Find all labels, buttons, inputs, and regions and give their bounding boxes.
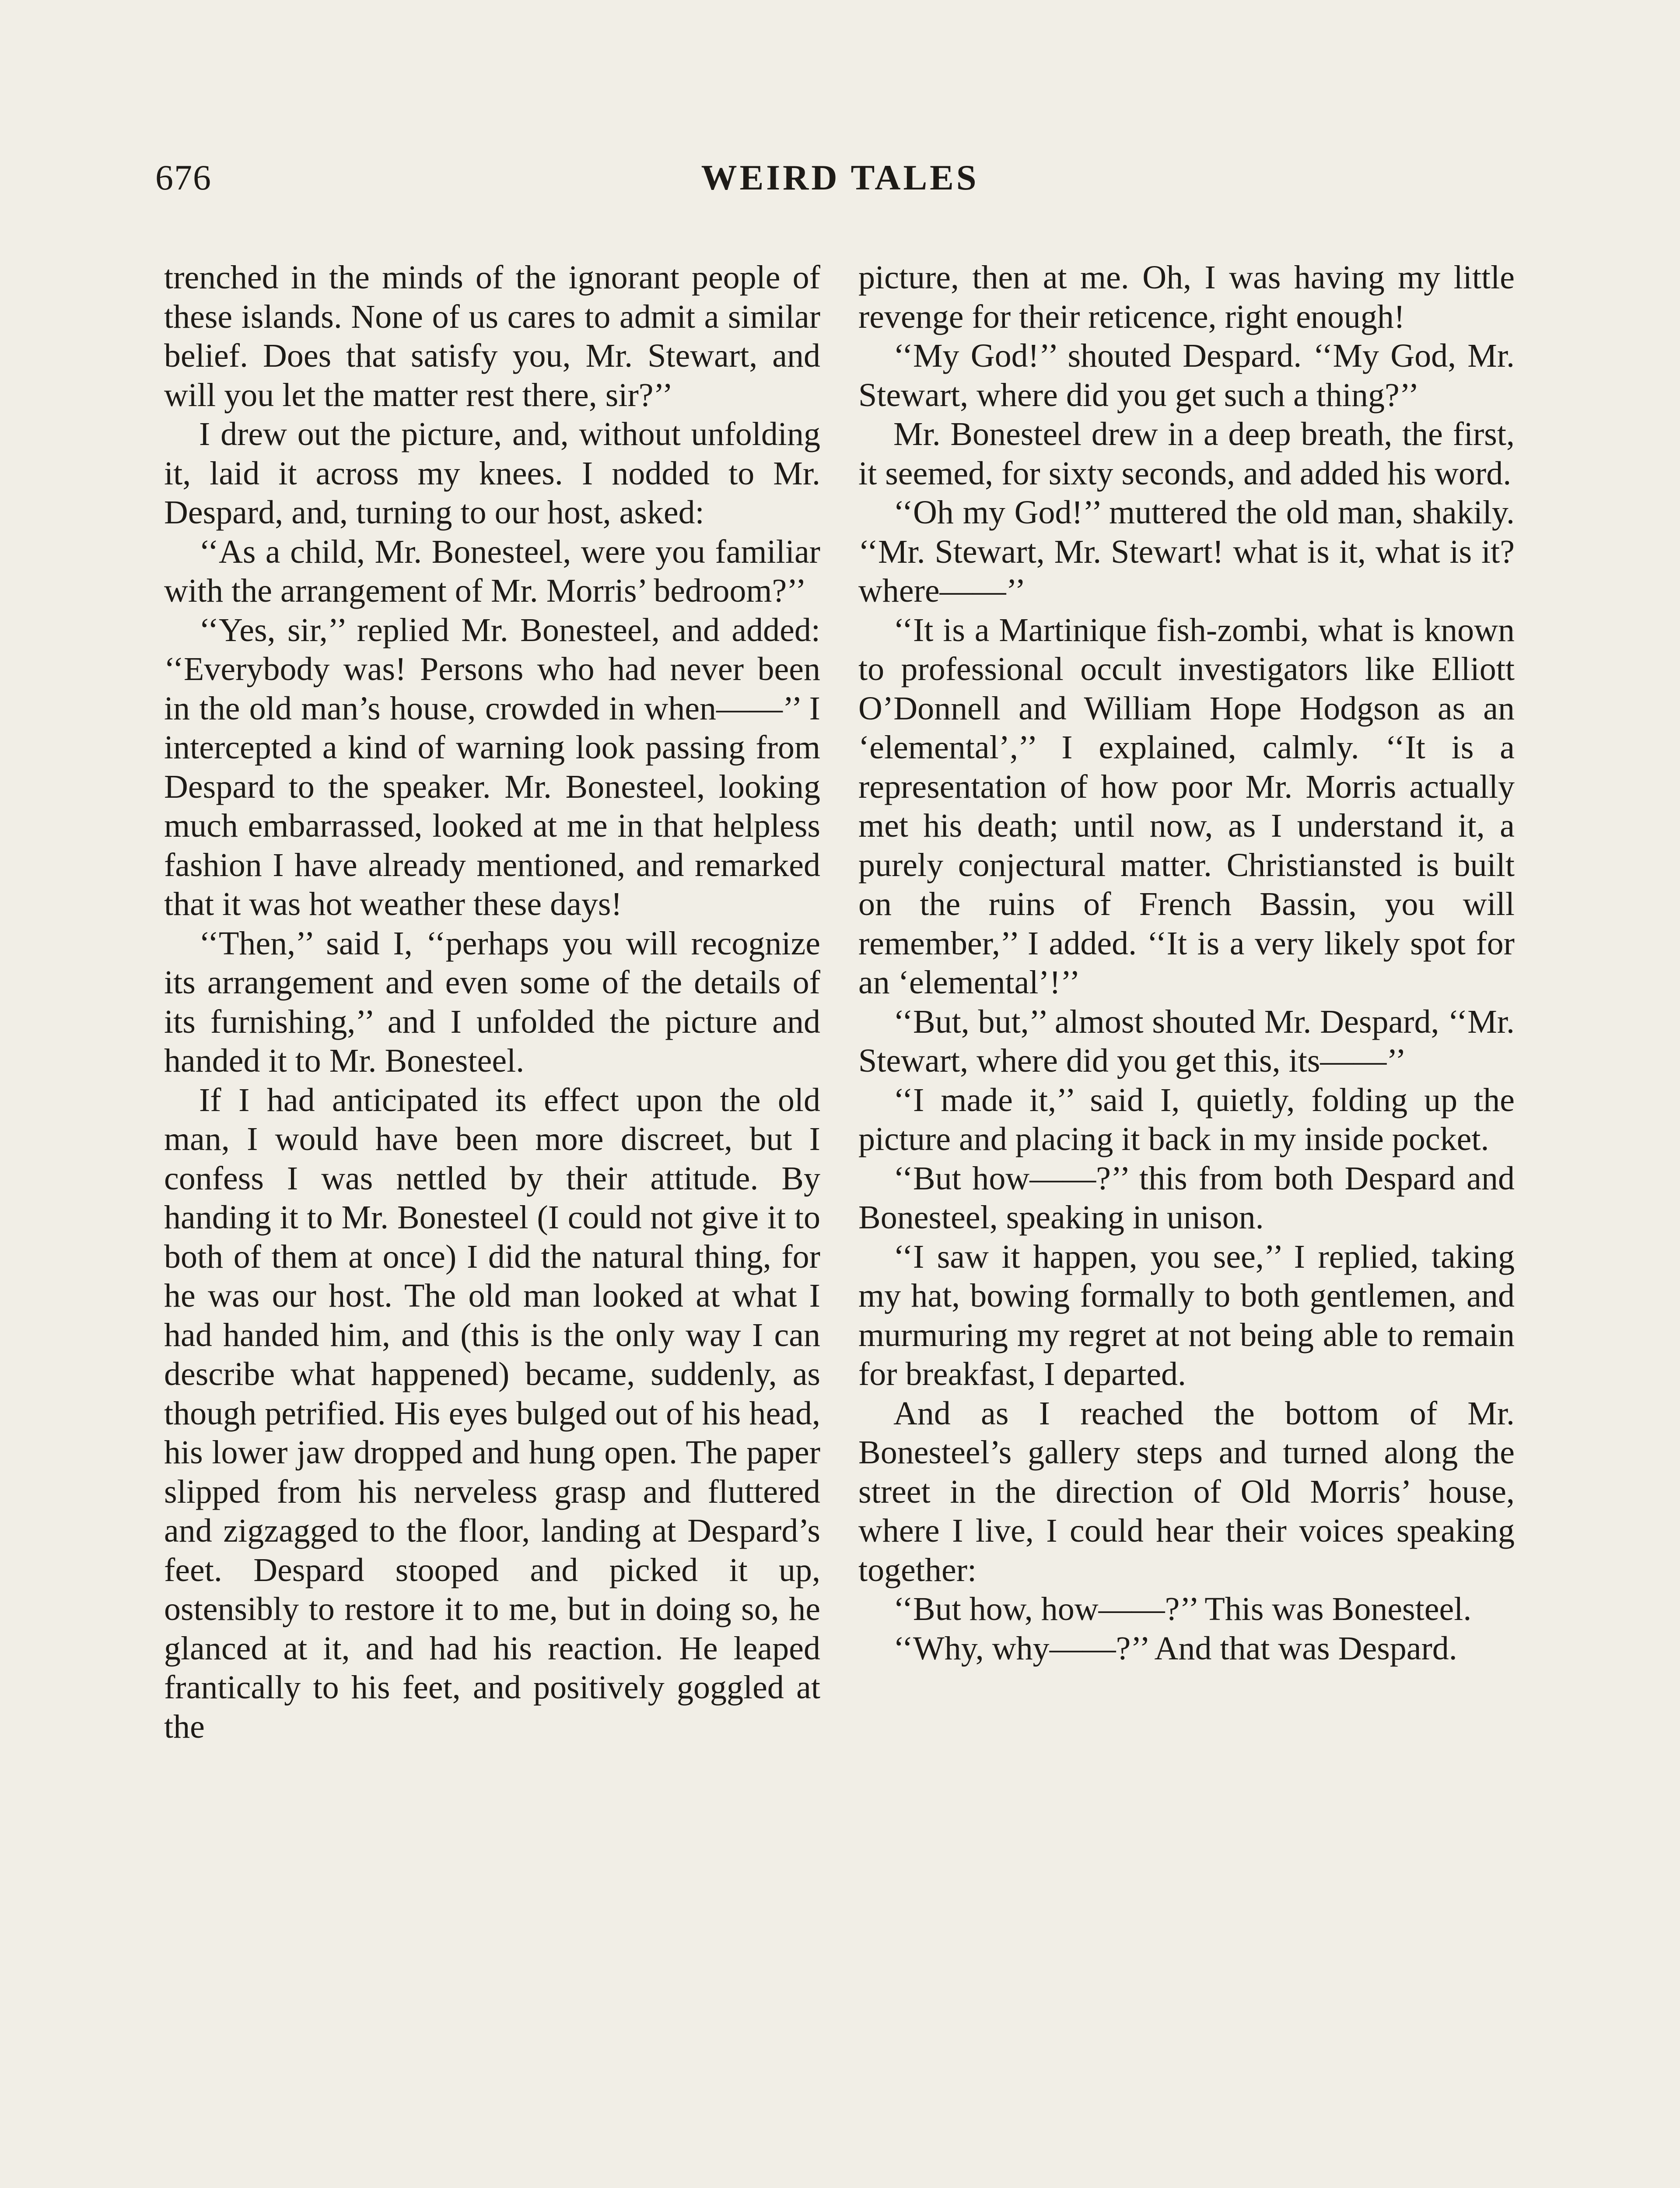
paragraph: Mr. Bonesteel drew in a deep breath, the first, it seemed, for sixty seconds, and added his word. (858, 416, 1515, 492)
paragraph: ‘‘As a child, Mr. Bonesteel, were you familiar with the arrangement of Mr. Morris’ bedroom?’’ (164, 533, 820, 609)
paragraph: ‘‘But how, how——?’’ This was Bonesteel. (893, 1591, 1472, 1627)
paragraph: ‘‘It is a Martinique fish-zombi, what is known to professional occult investigators like Elliott O’Donnell and William Hope Hodgson as an ‘elemental’,’’ I explained, calmly. ‘‘It is a representation of how poor Mr. Morris actually met his death; until now, as I understand it, a purely conjectural matter. Christiansted is built on the ruins of French Bassin, you will remember,’’ I added. ‘‘It is a very likely spot for an ‘elemental’!’’ (858, 611, 1515, 1001)
paragraph: picture, then at me. Oh, I was having my little revenge for their reticence, right enough! (858, 259, 1515, 335)
paragraph: ‘‘But, but,’’ almost shouted Mr. Despard, ‘‘Mr. Stewart, where did you get this, its——’’ (858, 1003, 1515, 1079)
paragraph: ‘‘Oh my God!’’ muttered the old man, shakily. ‘‘Mr. Stewart, Mr. Stewart! what is it, what is it? where——’’ (858, 494, 1515, 609)
running-head: WEIRD TALES (701, 158, 979, 197)
left-column (164, 258, 820, 1746)
paragraph: And as I reached the bottom of Mr. Bonesteel’s gallery steps and turned along the street in the direction of Old Morris’ house, where I live, I could hear their voices speaking together: (858, 1395, 1515, 1588)
paragraph: ‘‘But how——?’’ this from both Despard and Bonesteel, speaking in unison. (858, 1160, 1515, 1236)
paragraph: ‘‘Then,’’ said I, ‘‘perhaps you will recognize its arrangement and even some of the details of its furnishing,’’ and I unfolded the picture and handed it to Mr. Bonesteel. (164, 925, 820, 1079)
page-number: 676 (155, 158, 212, 197)
paragraph: trenched in the minds of the ignorant people of these islands. None of us cares to admit a similar belief. Does that satisfy you, Mr. Stewart, and will you let the matter rest there, sir?’’ (164, 259, 820, 414)
paragraph: ‘‘Yes, sir,’’ replied Mr. Bonesteel, and added: ‘‘Everybody was! Persons who had never been in the old man’s house, crowded in when——’’ I intercepted a kind of warning look passing from Despard to the speaker. Mr. Bonesteel, looking much embarrassed, looked at me in that helpless fashion I have already mentioned, and remarked that it was hot weather these days! (164, 611, 820, 922)
paragraph: ‘‘My God!’’ shouted Despard. ‘‘My God, Mr. Stewart, where did you get such a thing?’’ (858, 337, 1515, 414)
paragraph: If I had anticipated its effect upon the old man, I would have been more discreet, but I confess I was nettled by their attitude. By handing it to Mr. Bonesteel (I could not give it to both of them at once) I did the natural thing, for he was our host. The old man looked at what I had handed him, and (this is the only way I can describe what happened) became, suddenly, as though petrified. His eyes bulged out of his head, his lower jaw dropped and hung open. The paper slipped from his nerveless grasp and fluttered and zigzagged to the floor, landing at Despard’s feet. Despard stooped and picked it up, ostensibly to restore it to me, but in doing so, he glanced at it, and had his reaction. He leaped frantically to his feet, and positively goggled at the (164, 1081, 820, 1745)
paragraph: I drew out the picture, and, without unfolding it, laid it across my knees. I nodded to Mr. Despard, and, turning to our host, asked: (164, 416, 820, 531)
right-column (858, 258, 1515, 1668)
paragraph: ‘‘Why, why——?’’ And that was Despard. (893, 1630, 1457, 1667)
paragraph: ‘‘I saw it happen, you see,’’ I replied, taking my hat, bowing formally to both gentlemen, and murmuring my regret at not being able to remain for breakfast, I departed. (858, 1238, 1515, 1392)
paragraph: ‘‘I made it,’’ said I, quietly, folding up the picture and placing it back in my inside pocket. (858, 1081, 1515, 1157)
